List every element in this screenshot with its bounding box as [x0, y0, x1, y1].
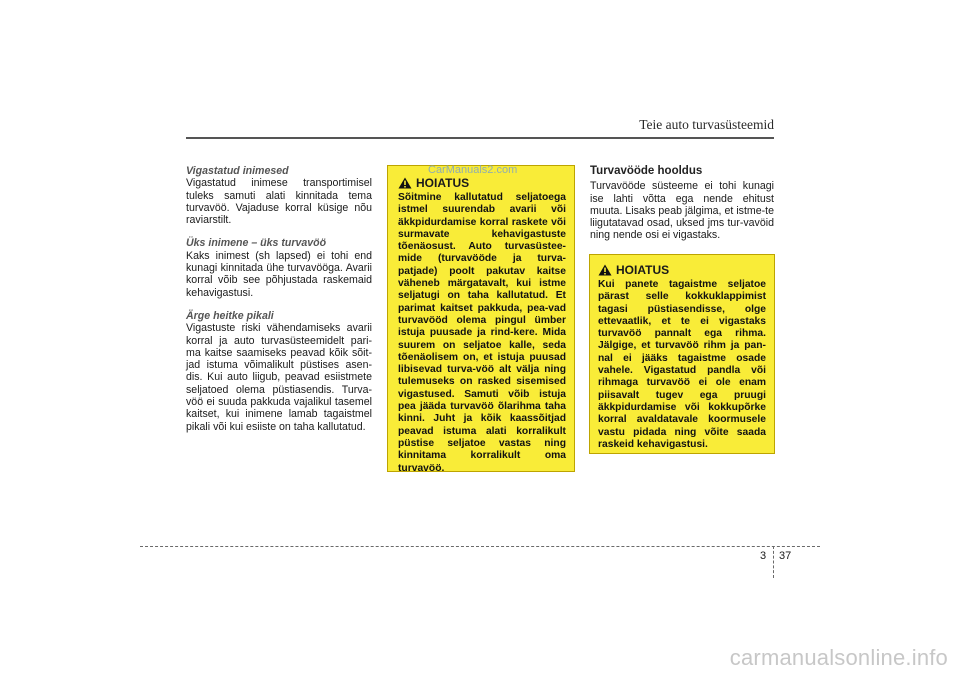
warning-label: HOIATUS: [616, 263, 670, 277]
text-one-person: Kaks inimest (sh lapsed) ei tohi end kunagi kinnitada ühe turvavööga. Avarii korral võib see põhjustada raskemaid kehavigastusi.: [186, 249, 372, 299]
warning-text: Sõitmine kallutatud seljatoega istmel suurendab avarii või äkkpidurdamise korral raskete või surmavate kehavigastuste tõenäosust. Auto turvasüstee-mide (turvavööde ja turva-patjade) poolt pakutav kaitse väheneb märgatavalt, kui istme seljatugi on taha kallutatud. Et parimat kaitset pakkuda, pea-vad turvavööd olema pingul ümber istuja puusade ja rind-kere. Mida suurem on seljatoe kalle, seda tõenäolisem on, et istuja puusad libisevad turva-vöö alt välja ning tulemuseks on rasked sisemised vigastused. Samuti võib istuja pea jääda turvavöö õlarihma taha kinni. Juht ja kõik kaassõitjad peavad istuma alati korralikult püstise seljatoe vastas ning kinnitama korralikult oma turvavöö.: [398, 192, 566, 474]
left-column: [186, 165, 372, 433]
header-rule: [186, 137, 774, 139]
warning-text: Kui panete tagaistme seljatoe pärast selle kokkuklappimist tagasi püstiasendisse, olge ettevaatlik, et te ei vigastaks turvavöö pannalt ega rihma. Jälgige, et turvavöö rihm ja pan-nal ei jääks tagaistme osade vahele. Vigastatud pandla või rihmaga turvavöö ei ole enam piisavalt tugev ega pruugi äkkpidurdamise või kokkupõrke korral avaldatavale koormusele vastu pidada ning võite saada raskeid kehavigastusi.: [598, 279, 766, 450]
warning-triangle-icon: [598, 264, 612, 276]
warning-header: [398, 176, 566, 190]
footer-divider: [773, 546, 774, 578]
page-number: 37: [779, 550, 792, 562]
warning-label: HOIATUS: [416, 176, 470, 190]
heading-no-lying: Ärge heitke pikali: [186, 309, 274, 322]
text-no-lying: Vigastuste riski vähendamiseks avarii korral ja auto turvasüsteemidelt pari-ma kaitse saamiseks peavad kõik sõit-jad istuma võimalikult püstises asen-dis. Kui auto liigub, peavad esiistmete seljatoed olema püstiasendis. Turva-vöö ei suuda pakkuda vajalikul tasemel kaitset, kui inimene lamab tagaistmel pikali või kui esiiste on taha kallutatud.: [186, 322, 372, 433]
text-injured: Vigastatud inimese transportimisel tuleks samuti alati kinnitada tema turvavöö. Vajaduse korral küsige nõu raviarstilt.: [186, 177, 372, 227]
warning-header: [598, 263, 766, 277]
site-watermark: carmanualsonline.info: [729, 645, 948, 670]
text-maintenance: Turvavööde süsteeme ei tohi kunagi ise lahti võtta ega nende ehitust muuta. Lisaks peab jälgima, et istme-te liigutatavad osad, uksed jms tur-vavöid ning nende osi ei vigastaks.: [590, 180, 774, 242]
heading-one-person: Üks inimene – üks turvavöö: [186, 237, 327, 250]
footer-rule: [140, 546, 820, 547]
section-title: Teie auto turvasüsteemid: [639, 117, 774, 132]
warning-triangle-icon: [398, 177, 412, 189]
watermark-text: CarManuals2.com: [428, 164, 518, 176]
heading-injured: Vigastatud inimesed: [186, 165, 289, 177]
warning-box-seatback: [589, 254, 775, 454]
warning-box-reclined-seat: [387, 165, 575, 472]
section-number: 3: [760, 550, 767, 562]
heading-maintenance: Turvavööde hooldus: [590, 165, 703, 177]
right-column: [590, 165, 774, 242]
